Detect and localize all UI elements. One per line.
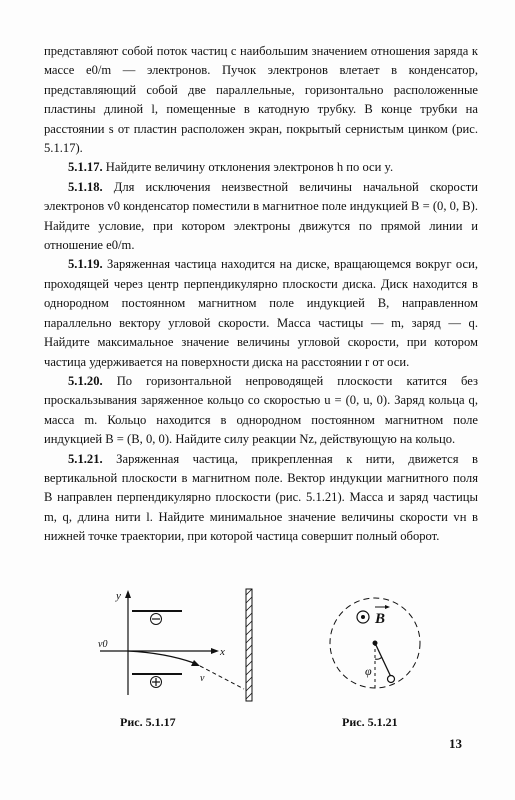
v-label: v	[200, 673, 205, 684]
electron-trajectory	[128, 651, 194, 663]
problem-number: 5.1.21.	[68, 451, 103, 466]
particle	[388, 676, 395, 683]
body-text	[44, 42, 478, 547]
phi-label: φ	[365, 664, 372, 678]
figure-5-1-17-caption: Рис. 5.1.17	[120, 715, 176, 729]
figure-5-1-17	[96, 585, 271, 705]
paragraph-text: Для исключения неизвестной величины начальной скорости электронов v0 конденсатор поместили в магнитное поле индукцией B = (0, 0, B). Найдите условие, при котором электроны движутся по прямой линии и отношение e0/m.	[44, 179, 478, 253]
b-out-of-page-dot	[361, 615, 365, 619]
b-label: B	[375, 611, 386, 627]
paragraph-5-1-17	[44, 158, 478, 177]
v0-label: v0	[98, 639, 108, 650]
x-axis-label: x	[220, 646, 225, 658]
y-axis-arrow	[125, 590, 131, 598]
string	[375, 643, 391, 677]
dashed-extension	[200, 666, 244, 689]
paragraph-5-1-18	[44, 178, 478, 256]
figure-5-1-21	[315, 595, 435, 710]
paragraph-text: Заряженная частица, прикрепленная к нити, движется в вертикальной плоскости в магнитном поле. Вектор индукции магнитного поля B направлен перпендикулярно плоскости (рис. 5.1.21). Масса и заряд частицы m, q, длина нити l. Найдите минимальное значение величины скорости vн в нижней точке траектории, при которой частица совершит полный оборот.	[44, 451, 478, 544]
paragraph-text: Найдите величину отклонения электронов h по оси y.	[102, 160, 394, 175]
problem-number: 5.1.18.	[68, 179, 103, 194]
problem-number: 5.1.17.	[68, 160, 103, 175]
page-number: 13	[449, 736, 462, 751]
paragraph-5-1-20	[44, 372, 478, 450]
problem-number: 5.1.20.	[68, 373, 103, 388]
paragraph-5-1-19	[44, 255, 478, 371]
paragraph-intro	[44, 42, 478, 158]
x-axis-arrow	[211, 648, 219, 654]
problem-number: 5.1.19.	[68, 257, 103, 272]
b-vector-arrowhead	[385, 605, 390, 609]
paragraph-text: представляют собой поток частиц с наибольшим значением отношения заряда к массе e0/m — электронов. Пучок электронов влетает в конденсатор, представляющий собой две параллельные, горизонтально расположенные пластины длиной l, помещенные в катодную трубку. В конце трубки на расстоянии s от пластин расположен экран, покрытый сернистым цинком (рис. 5.1.17).	[44, 44, 478, 156]
paragraph-5-1-21	[44, 450, 478, 547]
angle-arc	[375, 657, 382, 659]
paragraph-text: Заряженная частица находится на диске, вращающемся вокруг оси, проходящей через центр перпендикулярно плоскости диска. Диск находится в однородном постоянном магнитном поле индукцией B, направленном параллельно вектору угловой скорости. Масса частицы — m, заряд — q. Найдите максимальное значение величины угловой скорости, при котором частица удерживается на поверхности диска на расстоянии r от оси.	[44, 257, 478, 369]
y-axis-label: y	[116, 590, 121, 602]
figure-5-1-21-caption: Рис. 5.1.21	[342, 715, 398, 729]
paragraph-text: По горизонтальной непроводящей плоскости катится без проскальзывания заряженное кольцо со скоростью u = (0, u, 0). Заряд кольца q, масса m. Кольцо находится в однородном постоянном магнитном поле индукцией B = (B, 0, 0). Найдите силу реакции Nz, действующую на кольцо.	[44, 373, 478, 447]
